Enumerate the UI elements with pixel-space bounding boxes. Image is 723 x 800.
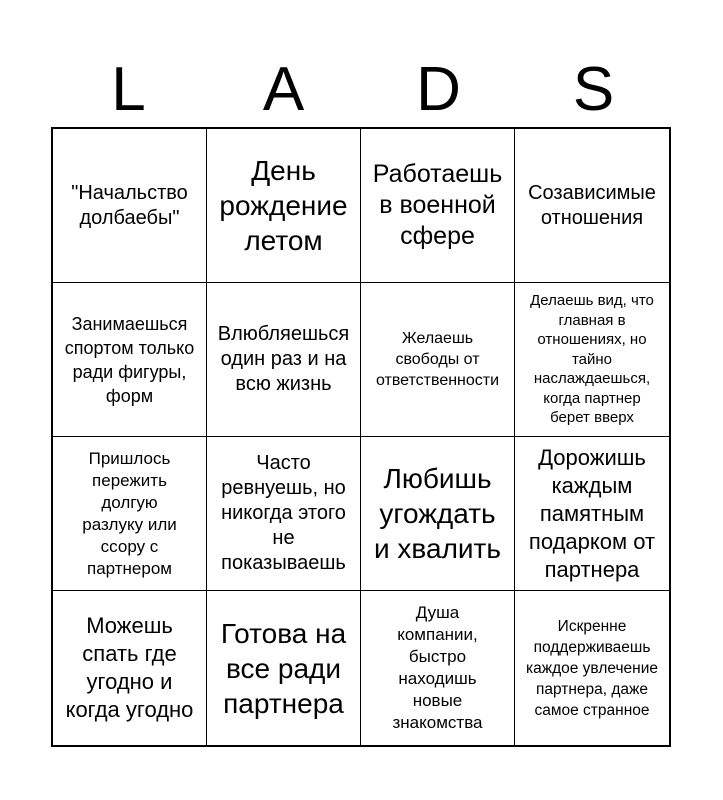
cell-text: Влюбляешься один раз и на всю жизнь — [217, 323, 350, 395]
header-letter-l: L — [111, 55, 146, 124]
bingo-grid — [51, 127, 671, 747]
cell-text: Дорожишь каждым памятным подарком от партнера — [528, 444, 656, 582]
bingo-cell[interactable] — [515, 283, 669, 437]
cell-text: Занимаешься спортом только ради фигуры, форм — [64, 313, 195, 406]
bingo-cell[interactable] — [361, 129, 515, 283]
header-letter-s: S — [572, 55, 615, 124]
cell-text: Делаешь вид, что главная в отношениях, но тайно наслаждаешься, когда партнер берет вверх — [530, 292, 654, 427]
bingo-cell[interactable] — [53, 283, 207, 437]
bingo-cell[interactable] — [515, 437, 669, 591]
bingo-cell[interactable] — [207, 437, 361, 591]
cell-text: "Начальство долбаебы" — [71, 181, 188, 229]
header-letter-a: A — [262, 55, 305, 124]
header-letter-d: D — [416, 55, 461, 124]
bingo-cell[interactable] — [53, 129, 207, 283]
cell-text: Душа компании, быстро находишь новые знакомства — [392, 603, 483, 732]
bingo-cell[interactable] — [361, 437, 515, 591]
cell-text: Любишь угождать и хвалить — [374, 463, 501, 564]
cell-text: Искренне поддерживаешь каждое увлечение партнера, даже самое странное — [525, 617, 658, 719]
bingo-cell[interactable] — [515, 129, 669, 283]
bingo-cell[interactable] — [207, 129, 361, 283]
cell-text: Пришлось пережить долгую разлуку или ссору с партнером — [82, 448, 177, 578]
cell-text: Готова на все ради партнера — [220, 617, 347, 719]
bingo-cell[interactable] — [207, 591, 361, 745]
bingo-cell[interactable] — [361, 283, 515, 437]
bingo-cell[interactable] — [361, 591, 515, 745]
cell-text: День рождение летом — [219, 155, 348, 256]
bingo-cell[interactable] — [207, 283, 361, 437]
bingo-cell[interactable] — [515, 591, 669, 745]
cell-text: Желаешь свободы от ответственности — [375, 330, 500, 389]
cell-text: Можешь спать где угодно и когда угодно — [65, 613, 194, 722]
bingo-cell[interactable] — [53, 591, 207, 745]
cell-text: Работаешь в военной сфере — [372, 160, 503, 250]
cell-text: Часто ревнуешь, но никогда этого не показываешь — [221, 452, 346, 574]
bingo-cell[interactable] — [53, 437, 207, 591]
bingo-header — [51, 52, 671, 128]
cell-text: Созависимые отношения — [528, 181, 656, 229]
